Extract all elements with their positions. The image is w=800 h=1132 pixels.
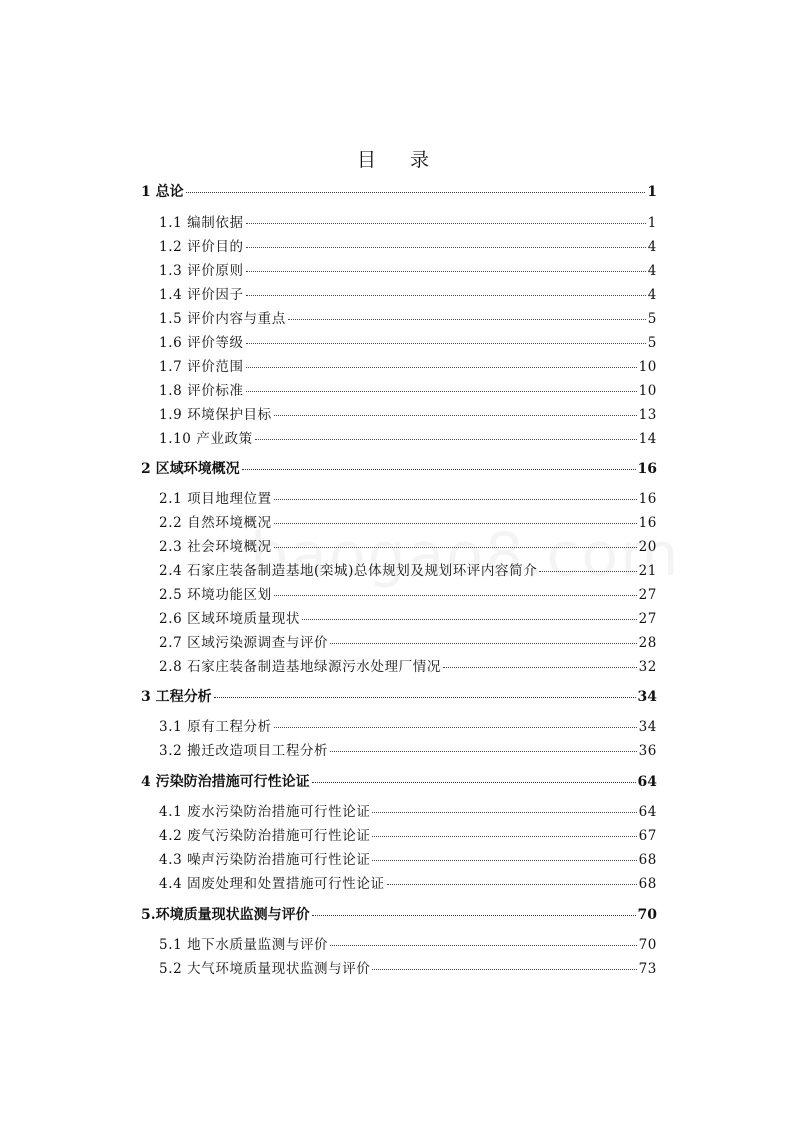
toc-section-entry[interactable] [159, 260, 657, 282]
toc-entry-label: 1.9 环境保护目标 [159, 407, 272, 423]
toc-dot-leader [274, 522, 637, 524]
toc-section-entry[interactable] [159, 801, 657, 823]
toc-dot-leader [274, 498, 637, 500]
toc-dot-leader [372, 859, 636, 861]
toc-page-number: 32 [638, 659, 657, 675]
toc-dot-leader [246, 294, 646, 296]
toc-dot-leader [255, 438, 637, 440]
toc-page-number: 27 [638, 587, 657, 603]
toc-entry-label: 2.7 区域污染源调查与评价 [159, 635, 329, 651]
toc-chapter-entry[interactable] [141, 686, 657, 708]
toc-section-entry[interactable] [159, 284, 657, 306]
toc-page-number: 16 [637, 461, 657, 477]
toc-page-number: 1 [647, 184, 657, 200]
toc-dot-leader [246, 342, 646, 344]
toc-page-number: 14 [638, 431, 657, 447]
toc-entry-label: 3.2 搬迁改造项目工程分析 [159, 743, 329, 759]
toc-section-entry[interactable] [159, 404, 657, 426]
toc-section-entry[interactable] [159, 428, 657, 450]
toc-entry-label: 4 污染防治措施可行性论证 [141, 774, 310, 790]
toc-entry-label: 4.4 固废处理和处置措施可行性论证 [159, 876, 385, 892]
toc-entry-label: 1.10 产业政策 [159, 431, 253, 447]
toc-dot-leader [274, 594, 637, 596]
toc-entry-label: 2.4 石家庄装备制造基地(栾城)总体规划及规划环评内容简介 [159, 563, 538, 579]
toc-page-number: 64 [638, 804, 657, 820]
toc-dot-leader [330, 750, 636, 752]
toc-entry-label: 1.1 编制依据 [159, 215, 244, 231]
toc-chapter-entry[interactable] [141, 181, 657, 203]
toc-section-entry[interactable] [159, 608, 657, 630]
toc-chapter-entry[interactable] [141, 904, 657, 926]
toc-entry-label: 2.1 项目地理位置 [159, 491, 272, 507]
toc-section-entry[interactable] [159, 236, 657, 258]
toc-entry-label: 1.3 评价原则 [159, 263, 244, 279]
toc-section-entry[interactable] [159, 849, 657, 871]
toc-entry-label: 2 区域环境概况 [141, 461, 240, 477]
toc-section-entry[interactable] [159, 212, 657, 234]
toc-page-number: 28 [638, 635, 657, 651]
toc-page-number: 34 [638, 719, 657, 735]
toc-entry-label: 1.7 评价范围 [159, 359, 244, 375]
toc-page-number: 10 [638, 383, 657, 399]
toc-dot-leader [214, 696, 636, 698]
toc-page-number: 13 [638, 407, 657, 423]
toc-page-number: 21 [638, 563, 657, 579]
toc-entry-label: 2.6 区域环境质量现状 [159, 611, 300, 627]
toc-page-number: 16 [638, 515, 657, 531]
toc-section-entry[interactable] [159, 308, 657, 330]
toc-dot-leader [274, 546, 637, 548]
toc-section-entry[interactable] [159, 656, 657, 678]
toc-dot-leader [274, 726, 637, 728]
toc-dot-leader [312, 914, 636, 916]
toc-page-number: 73 [638, 961, 657, 977]
toc-page-number: 4 [647, 287, 657, 303]
toc-page-number: 4 [647, 239, 657, 255]
toc-dot-leader [246, 246, 646, 248]
toc-page-number: 27 [638, 611, 657, 627]
toc-page-number: 1 [647, 215, 657, 231]
toc-dot-leader [443, 666, 637, 668]
toc-section-entry[interactable] [159, 825, 657, 847]
toc-section-entry[interactable] [159, 958, 657, 980]
toc-section-entry[interactable] [159, 536, 657, 558]
toc-dot-leader [372, 811, 636, 813]
toc-chapter-entry[interactable] [141, 771, 657, 793]
toc-entry-label: 2.8 石家庄装备制造基地绿源污水处理厂情况 [159, 659, 441, 675]
toc-entry-label: 3.1 原有工程分析 [159, 719, 272, 735]
toc-dot-leader [330, 642, 636, 644]
toc-page-number: 68 [638, 876, 657, 892]
toc-entry-label: 1.2 评价目的 [159, 239, 244, 255]
toc-dot-leader [312, 781, 636, 783]
toc-section-entry[interactable] [159, 560, 657, 582]
toc-section-entry[interactable] [159, 716, 657, 738]
toc-dot-leader [302, 618, 637, 620]
toc-section-entry[interactable] [159, 740, 657, 762]
toc-page-number: 64 [637, 774, 657, 790]
toc-entry-label: 3 工程分析 [141, 689, 212, 705]
toc-dot-leader [372, 968, 636, 970]
toc-page-number: 16 [638, 491, 657, 507]
toc-dot-leader [372, 835, 636, 837]
toc-dot-leader [539, 570, 636, 572]
toc-chapter-entry[interactable] [141, 458, 657, 480]
toc-section-entry[interactable] [159, 332, 657, 354]
toc-page-number: 67 [638, 828, 657, 844]
toc-section-entry[interactable] [159, 488, 657, 510]
toc-section-entry[interactable] [159, 632, 657, 654]
toc-page-number: 5 [647, 311, 657, 327]
toc-entry-label: 5.1 地下水质量监测与评价 [159, 937, 329, 953]
toc-dot-leader [330, 944, 636, 946]
toc-dot-leader [288, 318, 646, 320]
toc-section-entry[interactable] [159, 584, 657, 606]
toc-page-number: 68 [638, 852, 657, 868]
page-title: 目 录 [356, 149, 444, 171]
toc-dot-leader [387, 883, 637, 885]
toc-entry-label: 5.2 大气环境质量现状监测与评价 [159, 961, 371, 977]
toc-page-number: 20 [638, 539, 657, 555]
toc-page-number: 10 [638, 359, 657, 375]
toc-section-entry[interactable] [159, 380, 657, 402]
toc-page-number: 36 [638, 743, 657, 759]
toc-entry-label: 5.环境质量现状监测与评价 [141, 907, 310, 923]
toc-entry-label: 4.2 废气污染防治措施可行性论证 [159, 828, 371, 844]
toc-section-entry[interactable] [159, 512, 657, 534]
toc-entry-label: 1.8 评价标准 [159, 383, 244, 399]
toc-entry-label: 2.5 环境功能区划 [159, 587, 272, 603]
toc-page-number: 70 [638, 937, 657, 953]
toc-entry-label: 2.3 社会环境概况 [159, 539, 272, 555]
toc-entry-label: 1 总论 [141, 184, 184, 200]
toc-entry-label: 4.1 废水污染防治措施可行性论证 [159, 804, 371, 820]
toc-dot-leader [246, 390, 637, 392]
toc-page-number: 34 [637, 689, 657, 705]
toc-dot-leader [246, 366, 637, 368]
toc-page-number: 70 [637, 907, 657, 923]
toc-section-entry[interactable] [159, 873, 657, 895]
toc-entry-label: 1.6 评价等级 [159, 335, 244, 351]
toc-entry-label: 1.4 评价因子 [159, 287, 244, 303]
toc-dot-leader [246, 222, 646, 224]
toc-entry-label: 2.2 自然环境概况 [159, 515, 272, 531]
toc-dot-leader [186, 191, 646, 193]
toc-entry-label: 1.5 评价内容与重点 [159, 311, 286, 327]
toc-page-number: 5 [647, 335, 657, 351]
toc-entry-label: 4.3 噪声污染防治措施可行性论证 [159, 852, 371, 868]
toc-page-number: 4 [647, 263, 657, 279]
toc-dot-leader [246, 270, 646, 272]
toc-dot-leader [274, 414, 637, 416]
toc-section-entry[interactable] [159, 934, 657, 956]
toc-section-entry[interactable] [159, 356, 657, 378]
toc-dot-leader [242, 468, 636, 470]
